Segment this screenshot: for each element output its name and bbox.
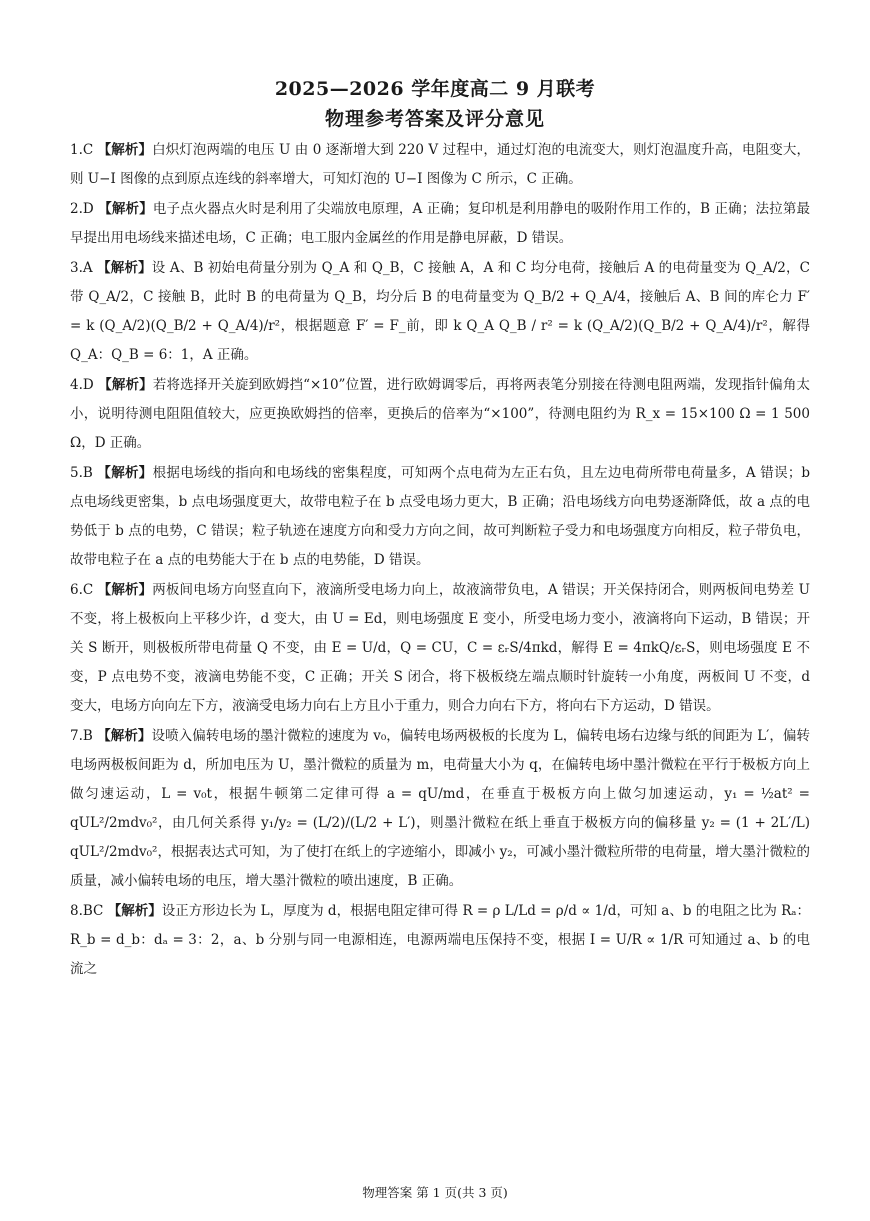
answer-number: 1.C bbox=[70, 142, 94, 158]
answer-item-1 bbox=[70, 136, 810, 194]
answer-text: 若将选择开关旋到欧姆挡“×10”位置，进行欧姆调零后，再将两表笔分别接在待测电阻两端，发现指针偏角太小，说明待测电阻阻值较大，应更换欧姆挡的倍率，更换后的倍率为“×100”，待测电阻约为 R_x = 15×100 Ω = 1 500 Ω，D 正确。 bbox=[70, 377, 811, 451]
answer-number: 3.A bbox=[70, 260, 93, 276]
analysis-tag: 【解析】 bbox=[97, 465, 153, 481]
answer-item-5 bbox=[70, 459, 810, 575]
answer-text: 设喷入偏转电场的墨汁微粒的速度为 v₀，偏转电场两极板的长度为 L，偏转电场右边缘与纸的间距为 L′，偏转电场两极板间距为 d，所加电压为 U，墨汁微粒的质量为 m，电荷量大小为 q，在偏转电场中墨汁微粒在平行于极板方向上做匀速运动，L = v₀t，根据牛顿第二定律可得 a = qU/md，在垂直于极板方向上做匀加速运动，y₁ = ½at² = qUL²/2mdv₀²，由几何关系得 y₁/y₂ = (L/2)/(L/2 + L′)，则墨汁微粒在纸上垂直于极板方向的偏移量 y₂ = (1 + 2L′/L) qUL²/2mdv₀²，根据表达式可知，为了使打在纸上的字迹缩小，即减小 y₂，可减小墨汁微粒所带的电荷量，增大墨汁微粒的质量，减小偏转电场的电压，增大墨汁微粒的喷出速度，B 正确。 bbox=[70, 728, 810, 889]
analysis-tag: 【解析】 bbox=[107, 903, 162, 919]
answer-number: 8.BC bbox=[70, 903, 104, 919]
answer-item-3 bbox=[70, 254, 810, 370]
answer-text: 设正方形边长为 L，厚度为 d，根据电阻定律可得 R = ρ L/Ld = ρ/d ∝ 1/d，可知 a、b 的电阻之比为 Rₐ：R_b = d_b：dₐ = 3：2，a、b 分别与同一电源相连，电源两端电压保持不变，根据 I = U/R ∝ 1/R 可知通过 a、b 的电流之 bbox=[70, 903, 811, 977]
document-subtitle: 物理参考答案及评分意见 bbox=[324, 108, 545, 130]
exam-title: 2025—2026 学年度高二 9 月联考 bbox=[274, 78, 596, 100]
answer-text: 根据电场线的指向和电场线的密集程度，可知两个点电荷为左正右负，且左边电荷所带电荷量多，A 错误；b 点电场线更密集，b 点电场强度更大，故带电粒子在 b 点受电场力更大，B 正确；沿电场线方向电势逐渐降低，故 a 点的电势低于 b 点的电势，C 错误；粒子轨迹在速度方向和受力方向之间，故可判断粒子受力和电场强度方向相反，粒子带负电，故带电粒子在 a 点的电势能大于在 b 点的电势能，D 错误。 bbox=[70, 465, 811, 568]
answer-number: 7.B bbox=[70, 728, 93, 744]
analysis-tag: 【解析】 bbox=[97, 260, 152, 276]
answer-number: 5.B bbox=[70, 465, 93, 481]
analysis-tag: 【解析】 bbox=[97, 582, 153, 598]
page-footer: 物理答案 第 1 页(共 3 页) bbox=[362, 1185, 508, 1200]
answer-list bbox=[70, 136, 810, 985]
answer-text: 设 A、B 初始电荷量分别为 Q_A 和 Q_B，C 接触 A，A 和 C 均分电荷，接触后 A 的电荷量变为 Q_A/2，C 带 Q_A/2，C 接触 B，此时 B 的电荷量为 Q_B，均分后 B 的电荷量变为 Q_B/2 + Q_A/4，接触后 A、B 间的库仑力 F′ = k (Q_A/2)(Q_B/2 + Q_A/4)/r²，根据题意 F′ = F_前，即 k Q_A Q_B / r² = k (Q_A/2)(Q_B/2 + Q_A/4)/r²，解得 Q_A：Q_B = 6：1，A 正确。 bbox=[70, 260, 811, 363]
answer-number: 6.C bbox=[70, 582, 94, 598]
answer-text: 电子点火器点火时是利用了尖端放电原理，A 正确；复印机是利用静电的吸附作用工作的，B 正确；法拉第最早提出用电场线来描述电场，C 正确；电工服内金属丝的作用是静电屏蔽，D 错误。 bbox=[70, 201, 810, 246]
analysis-tag: 【解析】 bbox=[98, 201, 153, 217]
answer-item-2 bbox=[70, 195, 810, 253]
answer-item-7 bbox=[70, 722, 810, 896]
answer-text: 两板间电场方向竖直向下，液滴所受电场力向上，故液滴带负电，A 错误；开关保持闭合，则两板间电势差 U 不变，将上极板向上平移少许，d 变大，由 U = Ed，则电场强度 E 变小，所受电场力变小，液滴将向下运动，B 错误；开关 S 断开，则极板所带电荷量 Q 不变，由 E = U/d，Q = CU，C = εᵣS/4πkd，解得 E = 4πkQ/εᵣS，则电场强度 E 不变，P 点电势不变，液滴电势能不变，C 正确；开关 S 闭合，将下极板绕左端点顺时针旋转一小角度，两板间 U 不变，d 变大，电场方向向左下方，液滴受电场力向右上方且小于重力，则合力向右下方，将向右下方运动，D 错误。 bbox=[70, 582, 811, 714]
analysis-tag: 【解析】 bbox=[97, 728, 152, 744]
analysis-tag: 【解析】 bbox=[98, 377, 153, 393]
answer-number: 2.D bbox=[70, 201, 94, 217]
answer-text: 白炽灯泡两端的电压 U 由 0 逐渐增大到 220 V 过程中，通过灯泡的电流变大，则灯泡温度升高，电阻变大，则 U−I 图像的点到原点连线的斜率增大，可知灯泡的 U−I 图像为 C 所示，C 正确。 bbox=[70, 142, 810, 187]
analysis-tag: 【解析】 bbox=[97, 142, 153, 158]
answer-item-4 bbox=[70, 371, 810, 458]
answer-item-8 bbox=[70, 897, 810, 984]
answer-number: 4.D bbox=[70, 377, 94, 393]
answer-item-6 bbox=[70, 576, 810, 721]
